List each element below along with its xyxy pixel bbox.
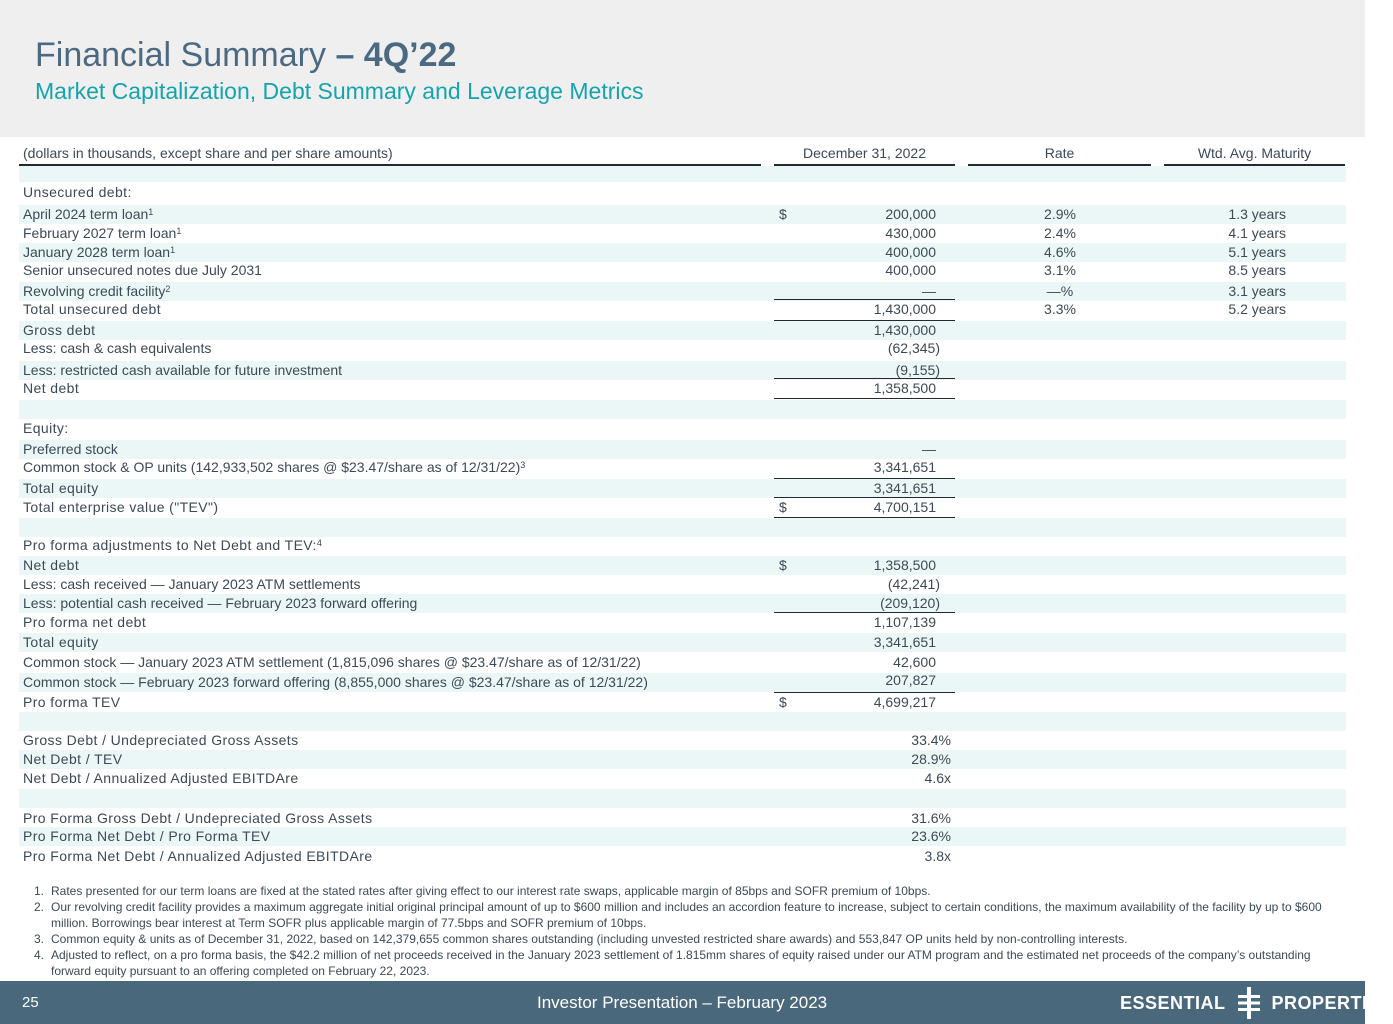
- row-amount: 1,430,000: [873, 301, 936, 317]
- table-row: [19, 673, 1346, 692]
- section-header-unsecured: [19, 183, 1346, 202]
- row-amount: 430,000: [885, 225, 936, 241]
- table-row: [19, 440, 1346, 459]
- row-amount: 400,000: [885, 244, 936, 260]
- metric-row: [19, 847, 1346, 866]
- footnotes: [34, 883, 1324, 979]
- metric-row: [19, 809, 1346, 828]
- table-row: [19, 653, 1346, 672]
- footnote-number: 4.: [34, 948, 45, 962]
- row-maturity: 5.1 years: [1228, 244, 1286, 260]
- row-amount: (62,345): [887, 340, 940, 356]
- table-row: [19, 633, 1346, 652]
- table-row-total: [19, 613, 1346, 632]
- row-amount: —: [922, 441, 936, 457]
- row-label: January 2028 term loan$^1$: [23, 244, 176, 260]
- dollar-sign: $: [779, 206, 787, 222]
- column-header-period: [774, 144, 955, 166]
- metric-value: 4.6x: [924, 770, 951, 786]
- row-amount: 3,341,651: [873, 634, 936, 650]
- row-label: Less: cash received — January 2023 ATM settlements: [23, 576, 361, 592]
- footnote: [34, 899, 1324, 931]
- column-header-period-text: December 31, 2022: [803, 145, 926, 161]
- row-amount: —: [922, 283, 936, 299]
- metric-label: Pro Forma Net Debt / Pro Forma TEV: [23, 828, 271, 844]
- logo-mark-icon: [1236, 987, 1262, 1019]
- spacer-row: [19, 712, 1346, 731]
- metric-value: 3.8x: [924, 848, 951, 864]
- row-amount: 1,107,139: [873, 614, 936, 630]
- spacer-row: [19, 166, 1346, 182]
- row-amount: 3,341,651: [873, 480, 936, 496]
- row-label: Pro forma net debt: [23, 614, 147, 630]
- table-row: [19, 339, 1346, 358]
- metric-value: 23.6%: [911, 828, 951, 844]
- metric-label: Net Debt / TEV: [23, 751, 123, 767]
- section-header-proforma: [19, 536, 1346, 555]
- row-amount: 400,000: [885, 262, 936, 278]
- footnote: [34, 947, 1324, 979]
- table-row: [19, 575, 1346, 594]
- footnote-text: Our revolving credit facility provides a maximum aggregate initial original principal amount of up to $600 million and includes an accordion feature to increase, subject to certain conditions, the maximum availability of the facility by up to $600 million. Borrowings bear interest at Term SOFR plus applicable margin of 77.5bps and SOFR premium of 10bps.: [51, 900, 1322, 930]
- row-label: Preferred stock: [23, 441, 118, 457]
- footnote-text: Common equity & units as of December 31, 2022, based on 142,379,655 common shares outstanding (including unvested restricted share awards) and 553,847 OP units held by non-controlling interests.: [51, 932, 1128, 946]
- column-header-maturity-text: Wtd. Avg. Maturity: [1197, 145, 1312, 161]
- row-label: Less: potential cash received — February 2023 forward offering: [23, 595, 418, 611]
- row-amount: 42,600: [893, 654, 936, 670]
- row-rate: 4.6%: [1044, 244, 1076, 260]
- row-maturity: 3.1 years: [1228, 283, 1286, 299]
- table-row: [19, 556, 1346, 575]
- table-row-total: [19, 300, 1346, 319]
- metric-label: Net Debt / Annualized Adjusted EBITDAre: [23, 770, 299, 786]
- table-row: [19, 282, 1346, 301]
- row-maturity: 5.2 years: [1228, 301, 1286, 317]
- table-row: [19, 261, 1346, 280]
- row-rate: 3.3%: [1044, 301, 1076, 317]
- metric-row: [19, 769, 1346, 788]
- row-label: Common stock & OP units (142,933,502 shares @ $23.47/share as of 12/31/22)$^3$: [23, 459, 526, 475]
- metric-value: 33.4%: [911, 732, 951, 748]
- spacer-row: [19, 400, 1346, 419]
- row-amount: 1,358,500: [873, 380, 936, 396]
- row-amount: 4,699,217: [873, 694, 936, 710]
- metric-row: [19, 731, 1346, 750]
- table-row: [19, 243, 1346, 262]
- title-quarter: – 4Q’22: [335, 36, 457, 74]
- title-main: Financial Summary: [35, 36, 326, 74]
- metric-value: 31.6%: [911, 810, 951, 826]
- table-row: [19, 458, 1346, 477]
- row-label: Net debt: [23, 557, 80, 573]
- row-amount: 1,430,000: [873, 322, 936, 338]
- row-amount: 200,000: [885, 206, 936, 222]
- column-header-maturity: [1164, 144, 1345, 166]
- row-maturity: 1.3 years: [1228, 206, 1286, 222]
- footnote-text: Adjusted to reflect, on a pro forma basis, the $42.2 million of net proceeds received in the January 2023 settlement of 1.815mm shares of equity raised under our ATM program and the estimated net proceeds of the company’s outstanding forward equity pursuant to an offering completed on February 22, 2023.: [51, 948, 1311, 978]
- column-header-description-text: (dollars in thousands, except share and per share amounts): [23, 145, 393, 161]
- section-header-label: Unsecured debt:: [23, 184, 132, 200]
- table-row: [19, 379, 1346, 398]
- row-label: Revolving credit facility$^2$: [23, 283, 171, 299]
- table-row-total: [19, 479, 1346, 498]
- metric-value: 28.9%: [911, 751, 951, 767]
- footnote-number: 2.: [34, 900, 45, 914]
- rule-line: [774, 398, 955, 399]
- footer-text: Investor Presentation – February 2023: [537, 993, 828, 1012]
- row-amount: 3,341,651: [873, 459, 936, 475]
- section-header-label: Pro forma adjustments to Net Debt and TEV:$^4$: [23, 537, 323, 553]
- metric-label: Pro Forma Net Debt / Annualized Adjusted EBITDAre: [23, 848, 373, 864]
- slide-footer: [0, 981, 1393, 1024]
- row-label: Total equity: [23, 634, 99, 650]
- metric-row: [19, 750, 1346, 769]
- section-header-label: Equity:: [23, 420, 69, 436]
- dollar-sign: $: [779, 499, 787, 515]
- row-label: Common stock — February 2023 forward offering (8,855,000 shares @ $23.47/share as of 12/31/22): [23, 674, 648, 690]
- table-row: [19, 224, 1346, 243]
- spacer-row: [19, 518, 1346, 537]
- row-rate: 2.9%: [1044, 206, 1076, 222]
- footnote: [34, 931, 1324, 947]
- row-label: Total enterprise value ("TEV"): [23, 499, 219, 515]
- spacer-row: [19, 789, 1346, 808]
- row-label: Gross debt: [23, 322, 96, 338]
- page-subtitle: Market Capitalization, Debt Summary and Leverage Metrics: [35, 78, 644, 104]
- row-rate: 3.1%: [1044, 262, 1076, 278]
- table-row-total: [19, 693, 1346, 712]
- column-header-description: [19, 144, 761, 166]
- row-label: Less: restricted cash available for future investment: [23, 362, 343, 378]
- page-title: [35, 36, 456, 75]
- row-amount: 207,827: [885, 672, 936, 688]
- row-amount: 4,700,151: [873, 499, 936, 515]
- row-label: February 2027 term loan$^1$: [23, 225, 182, 241]
- company-logo: [1120, 990, 1393, 1016]
- row-maturity: 8.5 years: [1228, 262, 1286, 278]
- column-header-rate-text: Rate: [1044, 145, 1075, 161]
- row-label: Common stock — January 2023 ATM settlement (1,815,096 shares @ $23.47/share as of 12/31/22): [23, 654, 641, 670]
- table-row: [19, 321, 1346, 340]
- row-amount: 1,358,500: [873, 557, 936, 573]
- row-rate: 2.4%: [1044, 225, 1076, 241]
- logo-text-right: PROPERTIES: [1271, 992, 1393, 1013]
- dollar-sign: $: [779, 557, 787, 573]
- row-maturity: 4.1 years: [1228, 225, 1286, 241]
- row-label: Total equity: [23, 480, 99, 496]
- row-label: April 2024 term loan$^1$: [23, 206, 154, 222]
- logo-text-left: ESSENTIAL: [1120, 992, 1226, 1013]
- table-row-total: [19, 498, 1346, 517]
- row-label: Senior unsecured notes due July 2031: [23, 262, 262, 278]
- row-label: Total unsecured debt: [23, 301, 161, 317]
- row-label: Net debt: [23, 380, 80, 396]
- slide-header: [0, 0, 1365, 137]
- row-amount: (9,155): [895, 362, 940, 378]
- footnote: [34, 883, 1324, 899]
- metric-label: Pro Forma Gross Debt / Undepreciated Gross Assets: [23, 810, 373, 826]
- metric-label: Gross Debt / Undepreciated Gross Assets: [23, 732, 299, 748]
- row-label: Less: cash & cash equivalents: [23, 340, 212, 356]
- page-number: 25: [22, 994, 39, 1011]
- footnote-text: Rates presented for our term loans are fixed at the stated rates after giving effect to our interest rate swaps, applicable margin of 85bps and SOFR premium of 10bps.: [51, 884, 931, 898]
- footnote-number: 3.: [34, 932, 45, 946]
- dollar-sign: $: [779, 694, 787, 710]
- metric-row: [19, 827, 1346, 846]
- row-rate: —%: [1046, 283, 1074, 299]
- row-amount: (209,120): [880, 595, 940, 611]
- column-header-rate: [968, 144, 1151, 166]
- footnote-number: 1.: [34, 884, 45, 898]
- table-row: [19, 205, 1346, 224]
- row-amount: (42,241): [887, 576, 940, 592]
- table-row: [19, 361, 1346, 380]
- section-header-equity: [19, 419, 1346, 438]
- row-label: Pro forma TEV: [23, 694, 121, 710]
- table-row: [19, 594, 1346, 613]
